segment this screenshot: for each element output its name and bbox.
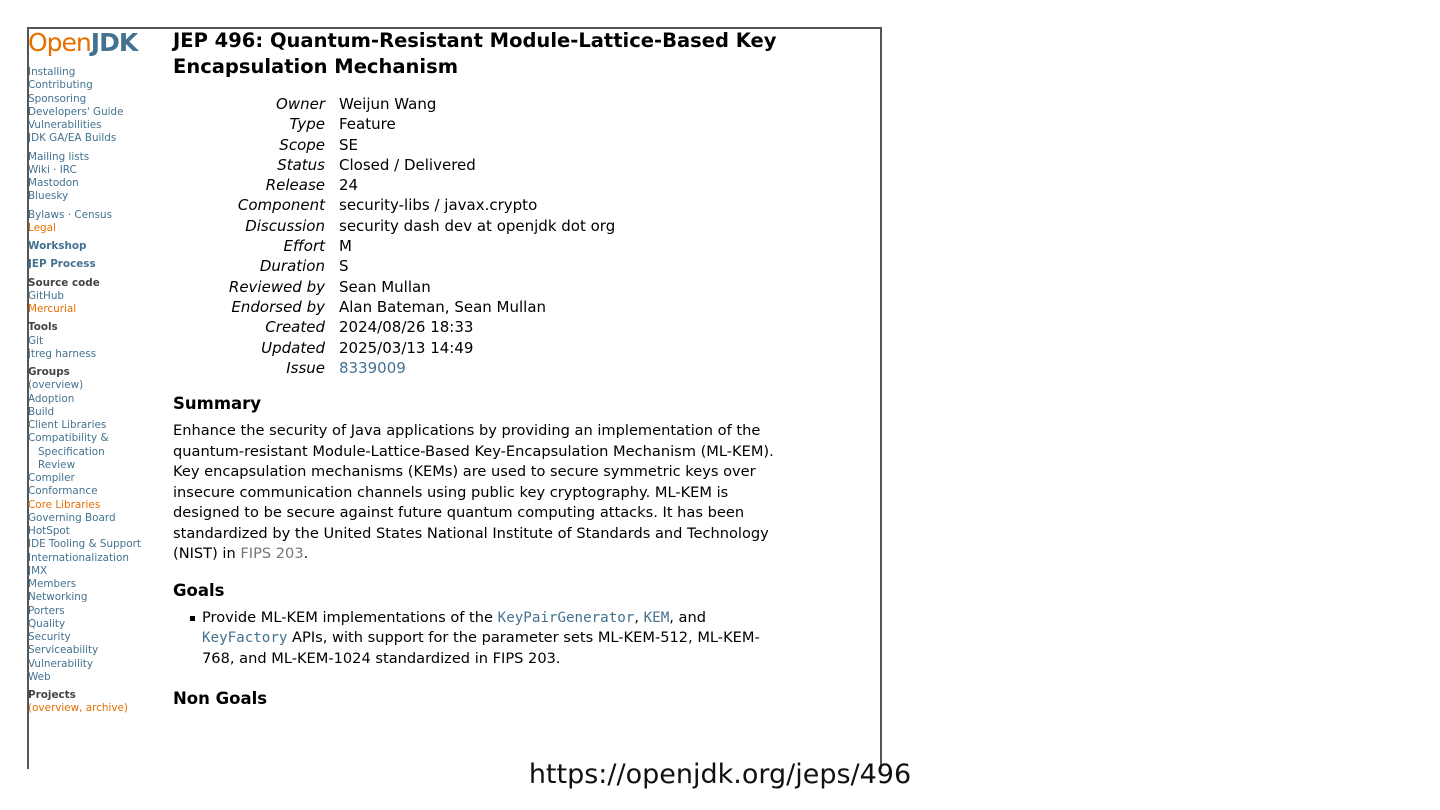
nav-vulnerabilities[interactable]: Vulnerabilities [28, 119, 102, 131]
keyfactory-link[interactable]: KeyFactory [202, 630, 288, 647]
nav-group-members[interactable]: Members [28, 578, 77, 590]
nav-jdk-ga-ea-builds[interactable]: JDK GA/EA Builds [28, 132, 117, 145]
nav-group-adoption[interactable]: Adoption [28, 392, 75, 405]
nav-workshop[interactable]: Workshop [28, 240, 87, 252]
meta-value: 24 [339, 176, 359, 195]
tools-header: Tools [28, 321, 58, 334]
nav-group-ide-tooling-support[interactable]: IDE Tooling & Support [28, 538, 141, 551]
meta-key: Release [265, 176, 325, 195]
meta-value: 2025/03/13 14:49 [339, 338, 474, 357]
nav-group-build[interactable]: Build [28, 405, 55, 418]
nav-group-groups [28, 366, 158, 684]
meta-key: Status [277, 155, 325, 174]
nav-group-jmx[interactable]: JMX [28, 564, 48, 577]
keypairgenerator-link[interactable]: KeyPairGenerator [497, 609, 635, 626]
table-row [173, 277, 615, 297]
jep-metadata-table [173, 94, 615, 378]
sidebar-nav [28, 28, 158, 721]
meta-key: Type [289, 115, 325, 134]
projects-header: Projects [28, 689, 76, 701]
nav-sponsoring[interactable]: Sponsoring [28, 92, 87, 105]
nav-group-tools [28, 321, 158, 361]
meta-key: Duration [259, 257, 325, 276]
table-row [173, 175, 615, 195]
table-row [173, 297, 615, 317]
table-row [173, 135, 615, 155]
nav-github[interactable]: GitHub [28, 289, 65, 302]
page-title: JEP 496: Quantum-Resistant Module-Lattice-Based Key Encapsulation Mechanism [173, 29, 777, 78]
table-row [173, 256, 615, 276]
nav-jtreg[interactable]: jtreg harness [28, 347, 97, 360]
nav-census[interactable]: Census [74, 208, 113, 221]
nav-group-community [28, 151, 158, 204]
meta-value: Closed / Delivered [339, 155, 476, 174]
main-content [173, 28, 783, 716]
nav-bluesky[interactable]: Bluesky [28, 190, 69, 203]
nav-legal[interactable]: Legal [28, 221, 56, 234]
meta-key: Owner [276, 95, 325, 113]
nav-projects-overview[interactable]: overview [32, 702, 80, 715]
nav-mastodon[interactable]: Mastodon [28, 177, 79, 189]
nav-group-governance: Bylaws · Census Legal [28, 209, 158, 236]
meta-value: Alan Bateman, Sean Mullan [339, 297, 547, 316]
nav-bylaws[interactable]: Bylaws [28, 208, 65, 221]
groups-header: Groups [28, 366, 70, 378]
nav-developers-guide[interactable]: Developers' Guide [28, 105, 124, 118]
meta-value: SE [339, 135, 358, 154]
meta-value: Feature [339, 115, 396, 134]
nav-projects-archive[interactable]: archive [85, 702, 124, 715]
meta-value: Sean Mullan [339, 277, 431, 296]
nav-group-compatibility[interactable]: Compatibility & [28, 432, 109, 445]
table-row [173, 358, 615, 378]
nav-group-hotspot[interactable]: HotSpot [28, 525, 70, 537]
meta-value: M [339, 237, 352, 256]
nav-group-core-libraries[interactable]: Core Libraries [28, 498, 101, 511]
table-row [173, 94, 615, 114]
nav-mercurial[interactable]: Mercurial [28, 303, 77, 315]
nav-group-quality[interactable]: Quality [28, 617, 66, 630]
meta-key: Component [237, 196, 325, 215]
table-row [173, 216, 615, 236]
meta-key: Updated [261, 338, 325, 357]
nav-group-web[interactable]: Web [28, 670, 51, 683]
nav-group-serviceability[interactable]: Serviceability [28, 644, 99, 657]
table-row [173, 114, 615, 134]
table-row [173, 236, 615, 256]
nav-group-review[interactable]: Review [38, 458, 76, 471]
meta-key: Effort [283, 237, 325, 256]
nav-group-porters[interactable]: Porters [28, 604, 65, 617]
meta-value: security-libs / javax.crypto [339, 196, 538, 215]
meta-value: 2024/08/26 18:33 [339, 318, 474, 337]
summary-text: Enhance the security of Java applications by providing an implementation of the quantum-resistant Module-Lattice-Based Key-Encapsulation Mechanism (ML-KEM). Key encapsulation mechanisms (KEMs) are used to secure symmetric keys over insecure communication channels using public key cryptography. ML-KEM is designed to be secure against future quantum computing attacks. It has been standardized by the United States National Institute of Standards and Technology (NIST) in FIPS 203. [173, 422, 774, 563]
nav-group-governing-board[interactable]: Governing Board [28, 511, 116, 524]
goals-heading: Goals [173, 580, 225, 600]
list-item: Provide ML-KEM implementations of the KeyPairGenerator, KEM, and KeyFactory APIs, with support for the parameter sets ML-KEM-512, ML-KEM-768, and ML-KEM-1024 standardized in FIPS 203. [202, 608, 783, 670]
table-row [173, 155, 615, 175]
table-row [173, 338, 615, 358]
nav-git[interactable]: Git [28, 334, 44, 347]
nav-group-vulnerability[interactable]: Vulnerability [28, 657, 93, 670]
nav-group-source [28, 277, 158, 317]
meta-key: Created [265, 318, 325, 337]
summary-heading: Summary [173, 394, 262, 414]
meta-value [339, 358, 615, 378]
non-goals-heading: Non Goals [173, 689, 268, 709]
nav-contributing[interactable]: Contributing [28, 79, 93, 92]
nav-group-projects: Projects (overview, archive) [28, 689, 158, 716]
nav-group-client-libraries[interactable]: Client Libraries [28, 419, 107, 431]
meta-key: Scope [279, 135, 325, 154]
nav-group-internationalization[interactable]: Internationalization [28, 551, 129, 564]
meta-key: Reviewed by [228, 277, 325, 296]
meta-value: S [339, 257, 349, 276]
nav-group-conformance[interactable]: Conformance [28, 485, 98, 498]
nav-wiki-irc[interactable]: Wiki · IRC [28, 163, 77, 176]
nav-mailing-lists[interactable]: Mailing lists [28, 150, 90, 163]
meta-value: Weijun Wang [339, 95, 437, 113]
nav-group-specification[interactable]: Specification [38, 445, 105, 458]
openjdk-logo[interactable]: OpenJDK [28, 28, 138, 57]
nav-group-overview[interactable]: (overview) [28, 379, 84, 392]
meta-value: security dash dev at openjdk dot org [339, 216, 616, 235]
nav-group-compiler[interactable]: Compiler [28, 472, 75, 484]
nav-group-security[interactable]: Security [28, 631, 71, 643]
meta-key: Issue [286, 358, 325, 377]
fips-203-link[interactable]: FIPS 203 [240, 545, 304, 563]
nav-jep-process[interactable]: JEP Process [28, 258, 96, 271]
issue-link[interactable]: 8339009 [339, 358, 406, 377]
nav-group-networking[interactable]: Networking [28, 591, 88, 604]
page-url-caption: https://openjdk.org/jeps/496 [528, 759, 912, 790]
kem-link[interactable]: KEM [643, 609, 670, 626]
meta-key: Endorsed by [231, 297, 325, 316]
nav-group-general [28, 66, 158, 146]
source-code-header: Source code [28, 276, 100, 289]
table-row [173, 195, 615, 215]
goals-list [173, 608, 783, 670]
table-row [173, 317, 615, 337]
meta-key: Discussion [245, 216, 325, 235]
nav-installing[interactable]: Installing [28, 66, 76, 78]
